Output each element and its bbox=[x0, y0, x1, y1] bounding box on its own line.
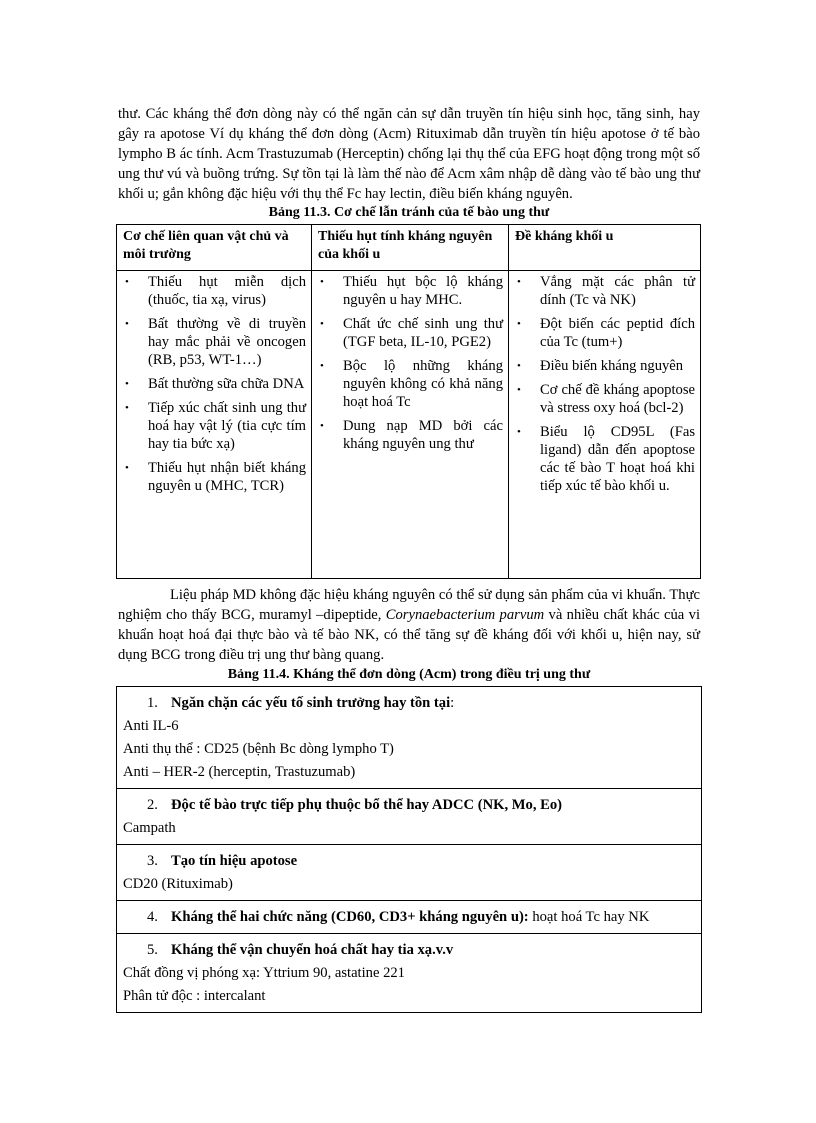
paragraph-text: và nhiều chất khác của vi khuẩn hoạt hoá đại thực bào và tế bào NK, có thể tăng sự đề kháng đối với khối u, hiện nay, sử dụng BCG trong điều trị ung thư bàng quang. bbox=[118, 607, 700, 663]
list-item bbox=[123, 315, 306, 369]
row-detail-line: CD20 (Rituximab) bbox=[123, 876, 233, 892]
list-item bbox=[515, 357, 695, 375]
bullet-icon: • bbox=[125, 318, 129, 330]
bullet-icon: • bbox=[125, 462, 129, 474]
table1-caption: Bảng 11.3. Cơ chế lẫn tránh của tế bào ung thư bbox=[268, 205, 550, 220]
table-header-row bbox=[117, 225, 701, 271]
table-row bbox=[117, 934, 702, 1013]
table-cell bbox=[117, 687, 702, 789]
bullet-icon: • bbox=[517, 384, 521, 396]
row-title: Kháng thể hai chức năng (CD60, CD3+ kháng nguyên u): bbox=[171, 909, 529, 925]
row-heading bbox=[123, 794, 695, 817]
list-item bbox=[123, 273, 306, 309]
list-item-text: Bất thường sữa chữa DNA bbox=[148, 376, 305, 392]
list-item bbox=[515, 273, 695, 309]
list-item-text: Điều biến kháng nguyên bbox=[540, 358, 684, 374]
bullet-icon: • bbox=[517, 426, 521, 438]
row-detail-line: Anti IL-6 bbox=[123, 718, 179, 734]
row-number: 5. bbox=[147, 942, 158, 958]
table-cell bbox=[117, 901, 702, 934]
row-title: Độc tế bào trực tiếp phụ thuộc bổ thể hay ADCC (NK, Mo, Eo) bbox=[171, 797, 563, 813]
bullet-list bbox=[515, 273, 695, 495]
bullet-icon: • bbox=[125, 276, 129, 288]
table-header-cell: Đề kháng khối u bbox=[509, 225, 701, 271]
bullet-icon: • bbox=[320, 360, 324, 372]
italic-species-name: Corynaebacterium parvum bbox=[385, 607, 545, 623]
list-item-text: Cơ chế đề kháng apoptose và stress oxy hoá (bcl-2) bbox=[540, 382, 695, 416]
row-title: Ngăn chặn các yếu tố sinh trưởng hay tồn tại bbox=[171, 695, 451, 711]
list-item-text: Thiếu hụt nhận biết kháng nguyên u (MHC, TCR) bbox=[148, 460, 306, 494]
list-item-text: Tiếp xúc chất sinh ung thư hoá hay vật lý (tia cực tím hay tia bức xạ) bbox=[148, 400, 306, 452]
bullet-icon: • bbox=[320, 276, 324, 288]
row-heading bbox=[123, 850, 695, 873]
middle-paragraph bbox=[118, 585, 700, 665]
list-item bbox=[123, 459, 306, 495]
row-number: 1. bbox=[147, 695, 158, 711]
row-title: Kháng thể vận chuyển hoá chất hay tia xạ.v.v bbox=[171, 942, 454, 958]
table-row bbox=[117, 687, 702, 789]
row-detail-line: Campath bbox=[123, 820, 176, 836]
bullet-icon: • bbox=[320, 318, 324, 330]
table-cell bbox=[312, 271, 509, 579]
row-heading bbox=[123, 939, 695, 962]
list-item-text: Dung nạp MD bởi các kháng nguyên ung thư bbox=[343, 418, 503, 452]
row-title-suffix: : bbox=[450, 695, 455, 711]
list-item-text: Thiếu hụt bộc lộ kháng nguyên u hay MHC. bbox=[343, 274, 503, 308]
list-item-text: Bộc lộ những kháng nguyên không có khả năng hoạt hoá Tc bbox=[343, 358, 503, 410]
document-page bbox=[118, 104, 700, 1013]
row-heading bbox=[123, 692, 695, 715]
list-item-text: Đột biến các peptid đích của Tc (tum+) bbox=[540, 316, 695, 350]
table-header-cell: Cơ chế liên quan vật chủ và môi trường bbox=[117, 225, 312, 271]
row-number: 2. bbox=[147, 797, 158, 813]
bullet-icon: • bbox=[125, 378, 129, 390]
row-heading bbox=[123, 906, 695, 929]
monoclonal-antibody-table bbox=[116, 686, 702, 1013]
bullet-icon: • bbox=[125, 402, 129, 414]
list-item bbox=[123, 375, 306, 393]
list-item bbox=[318, 357, 503, 411]
list-item-text: Chất ức chế sinh ung thư (TGF beta, IL-10, PGE2) bbox=[343, 316, 503, 350]
paragraph-text: Liệu pháp MD không đặc hiệu kháng nguyên có thể sử dụng sản phẩm của vi khuẩn. Thực nghiệm cho thấy BCG, muramyl –dipeptide, bbox=[118, 587, 700, 623]
row-number: 3. bbox=[147, 853, 158, 869]
table-row bbox=[117, 845, 702, 901]
list-item-text: Bất thường về di truyền hay mắc phải về oncogen (RB, p53, WT-1…) bbox=[148, 316, 306, 368]
table-row bbox=[117, 271, 701, 579]
list-item bbox=[318, 315, 503, 351]
list-item bbox=[318, 417, 503, 453]
bullet-icon: • bbox=[320, 420, 324, 432]
bullet-icon: • bbox=[517, 318, 521, 330]
table-header-cell: Thiếu hụt tính kháng nguyên của khối u bbox=[312, 225, 509, 271]
bullet-list bbox=[318, 273, 503, 453]
list-item-text: Thiếu hụt miễn dịch (thuốc, tia xạ, virus) bbox=[148, 274, 306, 308]
bullet-list bbox=[123, 273, 306, 495]
list-item bbox=[515, 381, 695, 417]
list-item bbox=[318, 273, 503, 309]
row-title: Tạo tín hiệu apotose bbox=[171, 853, 298, 869]
list-item-text: Biểu lộ CD95L (Fas ligand) dẫn đến apoptose các tế bào T hoạt hoá khi tiếp xúc tế bào khối u. bbox=[540, 424, 695, 494]
table-row bbox=[117, 789, 702, 845]
row-title-suffix: hoạt hoá Tc hay NK bbox=[528, 909, 650, 925]
intro-paragraph: thư. Các kháng thể đơn dòng này có thể ngăn cản sự dẫn truyền tín hiệu sinh học, tăng sinh, hay gây ra apotose Ví dụ kháng thể đơn dòng (Acm) Rituximab dẫn truyền tín hiệu apotose ở tế bào lympho B ác tính. Acm Trastuzumab (Herceptin) chống lại thụ thể của EFG hoạt động trong một số ung thư vú và buồng trứng. Sự tồn tại là làm thế nào để Acm xâm nhập dễ dàng vào tế bào ung thư khối u; gắn không đặc hiệu với thụ thể Fc hay lectin, điều biến kháng nguyên. bbox=[118, 106, 700, 202]
bullet-icon: • bbox=[517, 360, 521, 372]
table2-caption: Bảng 11.4. Kháng thể đơn dòng (Acm) trong điều trị ung thư bbox=[227, 667, 591, 682]
evasion-mechanisms-table bbox=[116, 224, 701, 579]
table-cell bbox=[117, 271, 312, 579]
row-detail-line: Anti thụ thể : CD25 (bệnh Bc dòng lympho T) bbox=[123, 741, 394, 757]
list-item bbox=[515, 423, 695, 495]
row-detail-line: Phân tử độc : intercalant bbox=[123, 988, 266, 1004]
row-detail-line: Anti – HER-2 (herceptin, Trastuzumab) bbox=[123, 764, 356, 780]
table-cell bbox=[117, 845, 702, 901]
row-number: 4. bbox=[147, 909, 158, 925]
list-item-text: Vắng mặt các phân tử dính (Tc và NK) bbox=[540, 274, 695, 308]
list-item bbox=[123, 399, 306, 453]
bullet-icon: • bbox=[517, 276, 521, 288]
row-detail-line: Chất đồng vị phóng xạ: Yttrium 90, astatine 221 bbox=[123, 965, 405, 981]
table-cell bbox=[117, 934, 702, 1013]
table-cell bbox=[117, 789, 702, 845]
table-row bbox=[117, 901, 702, 934]
list-item bbox=[515, 315, 695, 351]
table-cell bbox=[509, 271, 701, 579]
